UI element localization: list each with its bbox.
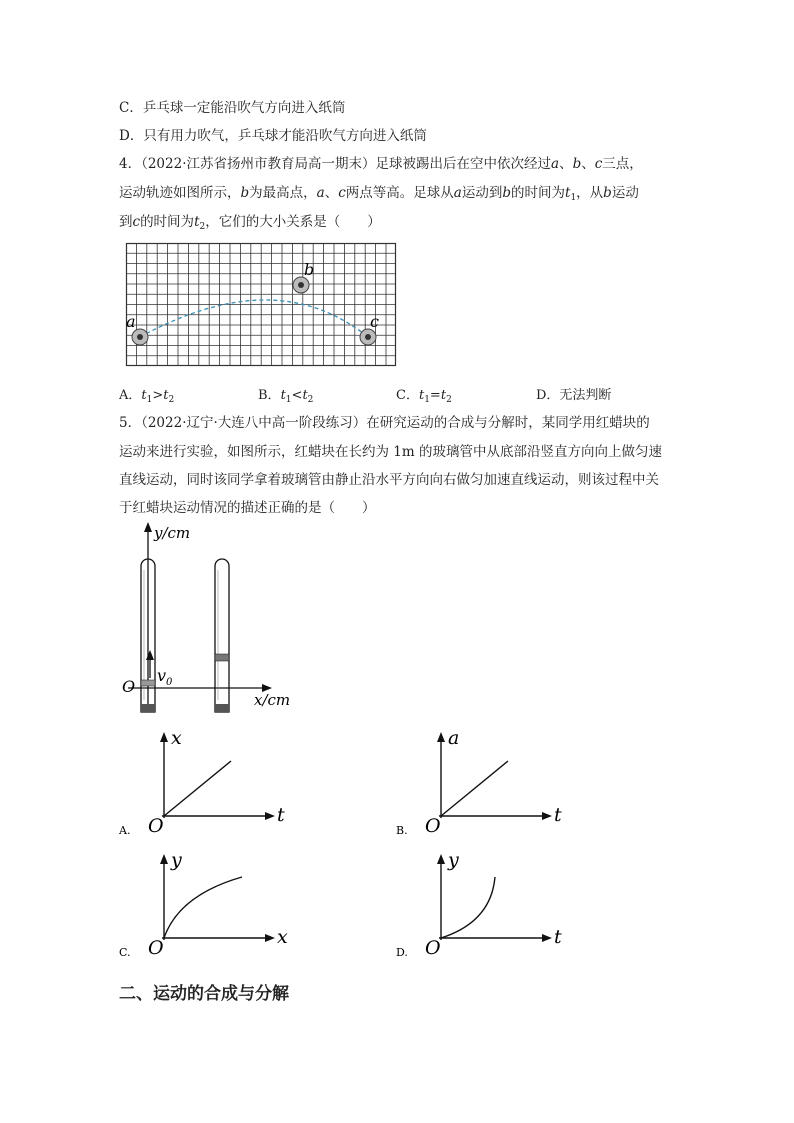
var-c: c [132,214,141,230]
var-t: t [440,388,447,403]
subscript: 1 [424,395,430,405]
q5-option-b[interactable] [396,728,576,842]
var-c: c [338,185,346,201]
q4-text: 三点， [602,156,643,172]
subscript: 2 [446,395,452,405]
q5-line-2: 运动来进行实验，如图所示，红蜡块在长约为 1m 的玻璃管中从底部沿竖直方向向上做匀速 [119,444,662,460]
option-prefix: A． [119,388,142,403]
graph-origin: O [425,937,441,959]
q5-line-3: 直线运动，同时该同学拿着玻璃管由静止沿水平方向向右做匀加速直线运动，则该过程中关 [119,472,659,488]
q4-text: 运动轨迹如图所示， [119,185,241,201]
relation: = [429,388,441,403]
var-b: b [502,185,511,201]
relation: > [152,388,164,403]
var-a: a [453,185,462,201]
label-c: c [370,312,379,331]
q4-text: 运动 [611,185,639,201]
separator: 、 [324,185,339,201]
y-axis-label: y/cm [154,524,191,542]
graph-y-label: y [448,849,459,871]
q4-text: 的时间为 [140,214,195,230]
q4-text: 到 [119,214,133,230]
separator: 、 [581,156,595,172]
q4-text: ，它们的大小关系是（ ） [205,214,381,230]
q4-option-b[interactable] [258,384,313,405]
v0-label: $v_0$ [157,666,173,688]
q5-line-1: 5．（2022·辽宁·大连八中高一阶段练习）在研究运动的合成与分解时，某同学用红蜡块的 [119,415,650,431]
q5-tube-figure [120,520,310,720]
var-a: a [551,156,560,172]
var-b: b [240,185,250,201]
q4-text: 4．（2022·江苏省扬州市教育局高一期末）足球被踢出后在空中依次经过 [119,156,551,172]
var-t: t [194,214,200,230]
q4-trajectory-figure [126,243,396,366]
q4-option-c[interactable] [396,384,452,405]
label-a: a [126,312,136,331]
q4-text: 运动到 [461,185,503,201]
q4-option-d[interactable]: D．无法判断 [536,388,612,403]
graph-x-label: t [277,804,285,826]
graph-option-letter: B. [396,824,408,837]
q5-option-a[interactable] [119,728,299,842]
q5-line-4: 于红蜡块运动情况的描述正确的是（ ） [119,500,376,516]
graph-option-letter: C. [119,946,131,959]
var-a: a [316,185,325,201]
ball-a [132,329,148,345]
q5-option-c[interactable] [119,850,299,964]
var-b: b [603,185,612,201]
q4-text: 两点等高。足球从 [345,185,454,201]
q4-text: 为最高点， [249,185,317,201]
q3-option-c[interactable]: C．乒乓球一定能沿吹气方向进入纸筒 [119,100,346,116]
var-t: t [141,388,147,403]
q3-option-d[interactable]: D．只有用力吹气，乒乓球才能沿吹气方向进入纸筒 [119,128,427,144]
wax-block-2 [215,704,229,712]
subscript: 2 [199,222,206,232]
graph-origin: O [425,815,441,837]
glass-tube-2 [215,559,229,712]
q5-option-d[interactable] [396,850,576,964]
q4-option-a[interactable] [119,384,174,405]
q4-line-1 [119,152,643,172]
ball-b [293,277,309,293]
subscript: 1 [570,193,577,203]
graph-y-label: y [171,849,182,871]
graph-x-label: t [554,804,562,826]
graph-origin: O [148,815,164,837]
graph-x-label: t [554,926,562,948]
label-b: b [304,260,315,279]
relation: < [291,388,303,403]
q4-text: ，从 [576,185,604,201]
subscript: 2 [168,395,175,405]
wax-block-1 [141,704,155,712]
graph-x-label: x [277,926,288,948]
var-t: t [302,388,308,403]
subscript: 1 [285,395,292,405]
q4-line-2 [119,181,639,203]
graph-y-label: a [448,727,460,749]
var-c: c [594,156,603,172]
var-b: b [572,156,582,172]
graph-option-letter: A. [119,824,131,837]
graph-option-letter: D. [396,946,408,959]
subscript: 2 [307,395,314,405]
option-prefix: B． [258,388,281,403]
ball-c [360,329,376,345]
separator: 、 [559,156,573,172]
origin-label: O [122,677,136,696]
q4-text: 的时间为 [511,185,565,201]
q4-line-3 [119,210,381,232]
section-heading: 二、运动的合成与分解 [119,984,289,1004]
subscript: 1 [146,395,153,405]
grid [126,243,396,366]
var-t: t [280,388,286,403]
option-prefix: C． [396,388,419,403]
var-t: t [163,388,169,403]
var-t: t [565,185,571,201]
graph-origin: O [148,937,164,959]
var-t: t [418,388,425,403]
graph-y-label: x [171,727,182,749]
x-axis-label: x/cm [254,691,291,709]
